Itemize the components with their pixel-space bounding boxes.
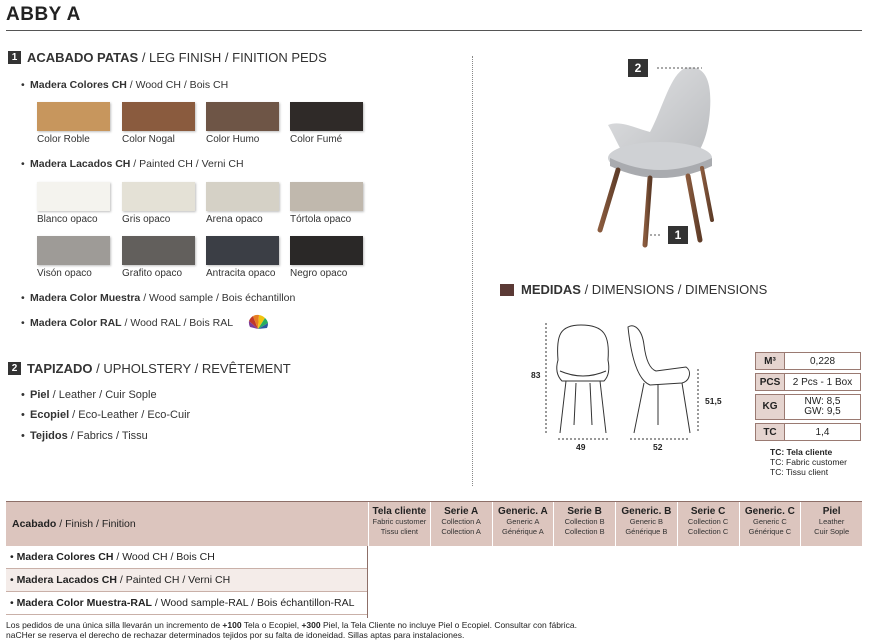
price-column-sub-en: Collection C — [687, 517, 729, 526]
upholstery-item-tejidos — [30, 430, 148, 442]
lacados-swatch-label: Negro opaco — [290, 268, 348, 279]
upholstery-item-ecopiel-bold: Ecopiel — [30, 409, 70, 421]
price-column-header — [615, 502, 677, 547]
price-column-header — [739, 502, 801, 547]
spec-row-kg — [755, 394, 861, 420]
price-column-header — [430, 502, 492, 547]
price-column-sub-fr: Cuir Sople — [814, 527, 850, 536]
acabado-header-label — [12, 518, 136, 530]
price-column-sub-en: Fabric customer — [372, 517, 427, 526]
upholstery-item-tejidos-bold: Tejidos — [30, 430, 68, 442]
table-row: • Madera Lacados CH / Painted CH / Verni CH — [6, 569, 368, 592]
spec-val-kg-nw: NW: 8,5 — [804, 396, 841, 407]
color-ral-label-rest: / Wood RAL / Bois RAL — [121, 317, 234, 329]
lacados-swatch — [122, 182, 195, 211]
footnote-l1-c: Tela o Ecopiel, — [241, 620, 302, 630]
medidas-heading-rest: / DIMENSIONS / DIMENSIONS — [580, 282, 768, 297]
dim-seat-height: 51,5 — [705, 396, 722, 406]
price-column-header — [553, 502, 615, 547]
seat-callout-2: 2 — [628, 59, 648, 77]
dimension-drawing — [526, 315, 736, 455]
medidas-heading-bold: MEDIDAS — [521, 282, 581, 297]
lacados-ch-label-rest: / Painted CH / Verni CH — [130, 158, 244, 170]
upholstery-item-tejidos-rest: / Fabrics / Tissu — [67, 430, 148, 442]
color-muestra-label-bold: Madera Color Muestra — [30, 292, 141, 304]
color-muestra-label — [30, 292, 295, 304]
price-column-sub-en: Generic B — [629, 517, 664, 526]
footnote-line1 — [6, 620, 577, 630]
ral-color-fan-icon — [247, 313, 269, 331]
price-column-sub-fr: Tissu client — [380, 527, 418, 536]
lacados-swatch — [206, 182, 279, 211]
upholstery-heading — [8, 361, 291, 376]
footnote-l1-a: Los pedidos de una única silla llevarán un incremento de — [6, 620, 223, 630]
chair-illustration — [590, 40, 740, 270]
spec-key-m3: M³ — [755, 352, 785, 370]
dim-depth: 52 — [653, 442, 663, 452]
leg-finish-heading — [8, 50, 327, 65]
price-column-sub-en: Collection A — [441, 517, 481, 526]
color-ral-label-bold: Madera Color RAL — [30, 317, 122, 329]
colores-swatch-label: Color Nogal — [122, 134, 175, 145]
footnote-line2: naCHer se reserva el derecho de rechazar determinados tejidos por su falta de idoneidad. Sillas aptas para instalaciones. — [6, 630, 465, 640]
price-column-header — [492, 502, 554, 547]
lacados-swatch-label: Blanco opaco — [37, 214, 98, 225]
lacados-swatch — [290, 182, 363, 211]
lacados-swatch — [206, 236, 279, 265]
price-row-3-rest: / Wood sample-RAL / Bois échantillon-RAL — [151, 597, 355, 609]
price-column-sub-fr: Générique B — [625, 527, 668, 536]
spec-key-tc: TC — [755, 423, 785, 441]
lacados-swatch-label: Gris opaco — [122, 214, 171, 225]
colores-swatch — [206, 102, 279, 131]
table-row: • Madera Color Muestra-RAL / Wood sample-RAL / Bois échantillon-RAL — [6, 592, 368, 615]
upholstery-heading-bold: TAPIZADO — [27, 361, 93, 376]
price-column-title: Generic. A — [498, 506, 548, 517]
tc-note-line3: TC: Tissu client — [770, 467, 829, 477]
price-column-sub-fr: Collection C — [687, 527, 729, 536]
acabado-header-rest: / Finish / Finition — [56, 518, 136, 530]
lacados-swatch — [122, 236, 195, 265]
spec-val-kg-gw: GW: 9,5 — [804, 406, 841, 417]
vertical-divider — [472, 56, 473, 486]
lacados-swatch-label: Grafito opaco — [122, 268, 183, 279]
color-muestra-label-rest: / Wood sample / Bois échantillon — [140, 292, 296, 304]
colores-ch-label-rest: / Wood CH / Bois CH — [126, 79, 229, 91]
spec-row-m3 — [755, 352, 861, 370]
spec-table — [755, 349, 861, 444]
spec-val-kg — [785, 394, 861, 420]
colores-swatch-label: Color Humo — [206, 134, 260, 145]
footnote-l1-b: +100 — [222, 620, 242, 630]
acabado-header-bold: Acabado — [12, 518, 57, 530]
price-column-header — [800, 502, 862, 547]
tc-note — [770, 447, 847, 477]
footnote — [6, 620, 577, 640]
upholstery-item-piel-bold: Piel — [30, 389, 50, 401]
price-column-title: Piel — [822, 506, 841, 517]
price-row-1-rest: / Wood CH / Bois CH — [113, 551, 215, 563]
leg-finish-heading-bold: ACABADO PATAS — [27, 50, 139, 65]
colores-ch-label — [30, 79, 228, 91]
table-row: • Madera Colores CH / Wood CH / Bois CH — [6, 546, 368, 569]
price-column-title: Serie A — [444, 506, 479, 517]
page-title: ABBY A — [6, 4, 81, 25]
section-number-2: 2 — [8, 362, 21, 375]
lacados-swatch — [37, 182, 110, 211]
spec-row-pcs — [755, 373, 861, 391]
colores-ch-label-bold: Madera Colores CH — [30, 79, 127, 91]
lacados-ch-label — [30, 158, 244, 170]
dim-height: 83 — [531, 370, 541, 380]
price-column-header — [368, 502, 430, 547]
lacados-swatch — [290, 236, 363, 265]
lacados-swatch-label: Arena opaco — [206, 214, 263, 225]
price-column-title: Serie B — [567, 506, 602, 517]
price-column-title: Generic. C — [744, 506, 795, 517]
price-column-sub-fr: Générique A — [502, 527, 544, 536]
footnote-l1-e: Piel, la Tela Cliente no incluye Piel o Ecopiel. Consultar con fábrica. — [320, 620, 577, 630]
price-column-header — [677, 502, 739, 547]
spec-val-m3: 0,228 — [785, 352, 861, 370]
medidas-heading — [500, 282, 767, 297]
lacados-ch-label-bold: Madera Lacados CH — [30, 158, 131, 170]
spec-key-kg: KG — [755, 394, 785, 420]
price-table-divider — [367, 546, 368, 618]
dim-width: 49 — [576, 442, 586, 452]
colores-swatch-label: Color Fumé — [290, 134, 343, 145]
price-column-title: Tela cliente — [372, 506, 427, 517]
price-row-3-bold: Madera Color Muestra-RAL — [16, 597, 152, 609]
footnote-l1-d: +300 — [301, 620, 321, 630]
upholstery-item-piel-rest: / Leather / Cuir Sople — [49, 389, 157, 401]
leg-finish-heading-rest: / LEG FINISH / FINITION PEDS — [138, 50, 327, 65]
spec-row-tc — [755, 423, 861, 441]
lacados-swatch-label: Visón opaco — [37, 268, 92, 279]
upholstery-heading-rest: / UPHOLSTERY / REVÊTEMENT — [92, 361, 291, 376]
colores-swatch-label: Color Roble — [37, 134, 90, 145]
tc-note-line2: TC: Fabric customer — [770, 457, 847, 467]
spec-key-pcs: PCS — [755, 373, 785, 391]
lacados-swatch — [37, 236, 110, 265]
price-table-header — [6, 501, 862, 546]
colores-swatch — [37, 102, 110, 131]
leg-callout-1: 1 — [668, 226, 688, 244]
lacados-swatch-label: Antracita opaco — [206, 268, 276, 279]
price-column-sub-en: Leather — [818, 517, 845, 526]
price-column-sub-fr: Collection B — [564, 527, 605, 536]
price-column-title: Serie C — [690, 506, 726, 517]
section-number-1: 1 — [8, 51, 21, 64]
tc-note-line1: TC: Tela cliente — [770, 447, 833, 457]
price-column-title: Generic. B — [621, 506, 672, 517]
title-divider — [6, 30, 862, 31]
color-ral-label — [30, 317, 233, 329]
spec-val-tc: 1,4 — [785, 423, 861, 441]
price-column-sub-en: Generic A — [506, 517, 540, 526]
lacados-swatch-label: Tórtola opaco — [290, 214, 352, 225]
price-column-sub-fr: Générique C — [748, 527, 792, 536]
price-row-2-bold: Madera Lacados CH — [16, 574, 117, 586]
spec-val-pcs: 2 Pcs - 1 Box — [785, 373, 861, 391]
price-row-1-bold: Madera Colores CH — [16, 551, 114, 563]
price-column-sub-fr: Collection A — [441, 527, 481, 536]
price-column-sub-en: Generic C — [752, 517, 787, 526]
upholstery-item-ecopiel — [30, 409, 190, 421]
upholstery-item-piel — [30, 389, 157, 401]
colores-swatch — [122, 102, 195, 131]
colores-swatch — [290, 102, 363, 131]
price-column-sub-en: Collection B — [564, 517, 605, 526]
price-row-2-rest: / Painted CH / Verni CH — [116, 574, 231, 586]
medidas-square-icon — [500, 284, 514, 296]
upholstery-item-ecopiel-rest: / Eco-Leather / Eco-Cuir — [69, 409, 191, 421]
